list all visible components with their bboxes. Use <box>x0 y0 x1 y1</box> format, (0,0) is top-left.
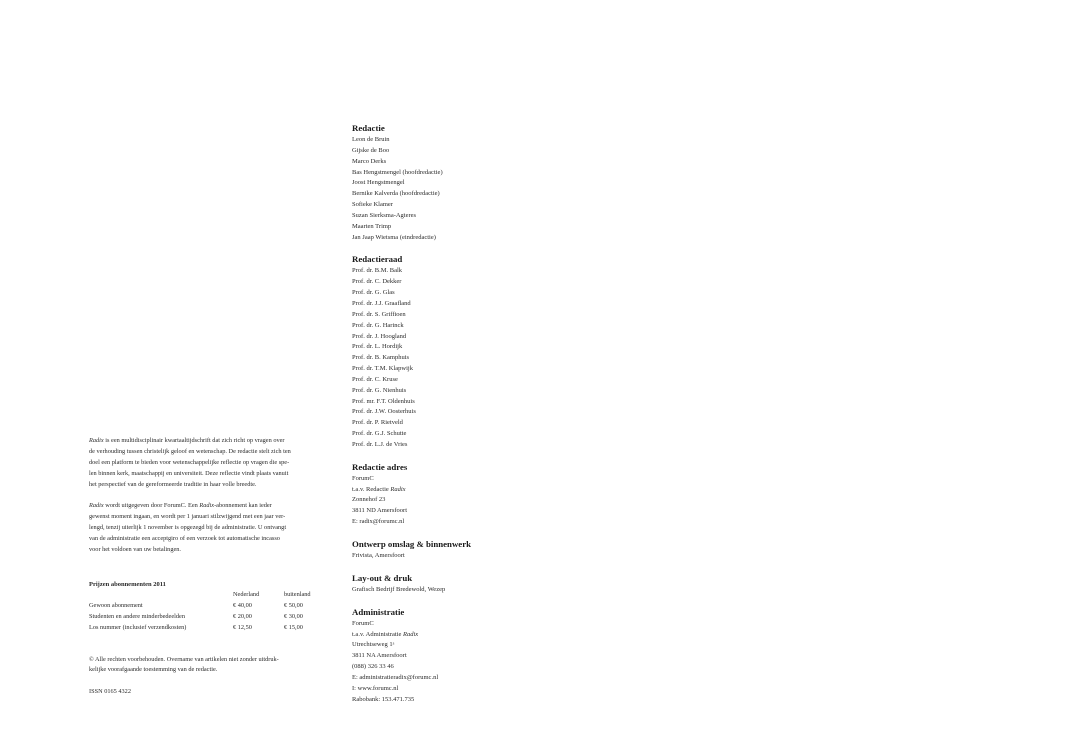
redactie-adres-section <box>352 461 652 528</box>
list-item: Prof. dr. G.J. Schutte <box>352 430 407 438</box>
table-row: Gewoon abonnement € 40,00 € 50,00 <box>89 601 303 609</box>
administratie-section <box>352 606 652 706</box>
list-item: Prof. dr. J.J. Graafland <box>352 299 411 307</box>
ontwerp-section <box>352 538 652 562</box>
list-item: Leon de Bruin <box>352 136 390 143</box>
section-title: Ontwerp omslag & binnenwerk <box>352 539 472 549</box>
list-item: Prof. dr. B.M. Balk <box>352 267 403 275</box>
subscription-line: Radix wordt uitgegeven door ForumC. Een Radix-abonnement kan ieder <box>89 502 272 510</box>
list-item: Joost Hengstmengel <box>352 179 405 187</box>
address-line: Utrechtseweg 1ᵃ <box>352 641 395 649</box>
list-item: Prof. dr. J.W. Oosterhuis <box>352 408 416 416</box>
intro-line: len binnen kerk, maatschappij en universiteit. Deze reflectie vindt plaats vanuit <box>89 469 289 477</box>
address-line: ForumC <box>352 619 374 627</box>
copyright-notice: © Alle rechten voorbehouden. Overname van artikelen niet zonder uitdruk- kelijke voorafgaande toestemming van de redactie. <box>89 655 279 674</box>
subscription-line: lengd, tenzij uiterlijk 1 november is opgezegd bij de administratie. U ontvangt <box>89 524 287 532</box>
list-item: Prof. dr. T.M. Klapwijk <box>352 365 413 373</box>
intro-line: de verhouding tussen christelijk geloof en wetenschap. De redactie stelt zich ten <box>89 447 291 455</box>
list-item: Maarten Trimp <box>352 222 392 230</box>
address-line: 3811 ND Amersfoort <box>352 507 408 515</box>
list-item: Gijske de Boo <box>352 146 390 154</box>
list-item: Prof. dr. J. Hoogland <box>352 332 407 340</box>
email-line: E: radix@forumc.nl <box>352 518 405 526</box>
prices-header-nl: Nederland <box>233 590 260 598</box>
list-item: Sofieke Klamer <box>352 201 393 209</box>
list-item: Bernike Kalverda (hoofdredactie) <box>352 190 440 198</box>
prices-table <box>89 590 311 634</box>
list-item: Suzan Sierksma-Agteres <box>352 211 417 219</box>
intro-paragraph <box>89 436 321 491</box>
list-item: Marco Derks <box>352 157 387 165</box>
issn-number: ISSN 0165 4322 <box>89 688 131 696</box>
prices-header-foreign: buitenland <box>284 590 311 598</box>
table-row: Studenten en andere minderbedeelden € 20,00 € 30,00 <box>89 612 303 620</box>
section-title: Redactie adres <box>352 461 408 472</box>
list-item: Jan Jaap Wietsma (eindredactie) <box>352 233 436 241</box>
address-line: t.a.v. Redactie Radix <box>352 485 406 493</box>
list-item: Prof. dr. L.J. de Vries <box>352 440 408 448</box>
redactie-section <box>352 122 652 243</box>
address-line: 3811 NA Amersfoort <box>352 652 407 660</box>
designer-name: Frivista, Amersfoort <box>352 552 405 559</box>
address-line: t.a.v. Administratie Radix <box>352 630 419 638</box>
list-item: Prof. dr. L. Hordijk <box>352 343 403 351</box>
list-item: Prof. dr. B. Kamphuis <box>352 354 410 362</box>
colophon-info-column <box>89 436 321 698</box>
list-item: Prof. dr. C. Dekker <box>352 278 402 286</box>
printer-name: Grafisch Bedrijf Bredewold, Wezep <box>352 585 446 593</box>
table-row: Los nummer (inclusief verzendkosten) € 12,50 € 15,00 <box>89 623 303 631</box>
section-title: Lay-out & druk <box>352 572 413 583</box>
section-title: Redactieraad <box>352 254 403 265</box>
colophon-credits-column <box>352 122 652 715</box>
website-line: I: www.forumc.nl <box>352 684 399 692</box>
intro-line: het perspectief van de gereformeerde traditie in haar volle breedte. <box>89 480 257 488</box>
subscription-line: voor het voldoen van uw betalingen. <box>89 546 181 554</box>
prices-header-row <box>89 590 311 601</box>
address-line: ForumC <box>352 474 374 482</box>
list-item: Bas Hengstmengel (hoofdredactie) <box>352 168 443 176</box>
subscription-paragraph <box>89 501 321 556</box>
list-item: Prof. mr. F.T. Oldenhuis <box>352 397 415 405</box>
phone-line: (088) 326 33 46 <box>352 663 394 671</box>
subscription-line: van de administratie een acceptgiro of een verzoek tot automatische incasso <box>89 535 280 543</box>
list-item: Prof. dr. P. Rietveld <box>352 419 403 427</box>
section-title: Redactie <box>352 123 385 133</box>
intro-line: doel een platform te bieden voor wetenschappelijke reflectie op vragen die spe- <box>89 458 290 466</box>
section-title: Administratie <box>352 606 405 617</box>
bank-account-line: Rabobank: 153.471.735 <box>352 695 415 703</box>
list-item: Prof. dr. G. Nienhuis <box>352 386 407 394</box>
list-item: Prof. dr. C. Kruse <box>352 375 398 383</box>
email-line: E: administratieradix@forumc.nl <box>352 673 439 681</box>
prices-title: Prijzen abonnementen 2011 <box>89 580 166 588</box>
subscription-line: gewenst moment ingaan, en wordt per 1 januari stilzwijgend met een jaar ver- <box>89 513 286 521</box>
list-item: Prof. dr. S. Griffioen <box>352 310 406 318</box>
list-item: Prof. dr. G. Harinck <box>352 321 404 329</box>
list-item: Prof. dr. G. Glas <box>352 289 395 297</box>
intro-line: Radix is een multidisciplinair kwartaaltijdschrift dat zich richt op vragen over <box>89 437 285 444</box>
layout-druk-section <box>352 572 652 596</box>
address-line: Zonnehof 23 <box>352 496 386 504</box>
redactieraad-section <box>352 253 652 450</box>
